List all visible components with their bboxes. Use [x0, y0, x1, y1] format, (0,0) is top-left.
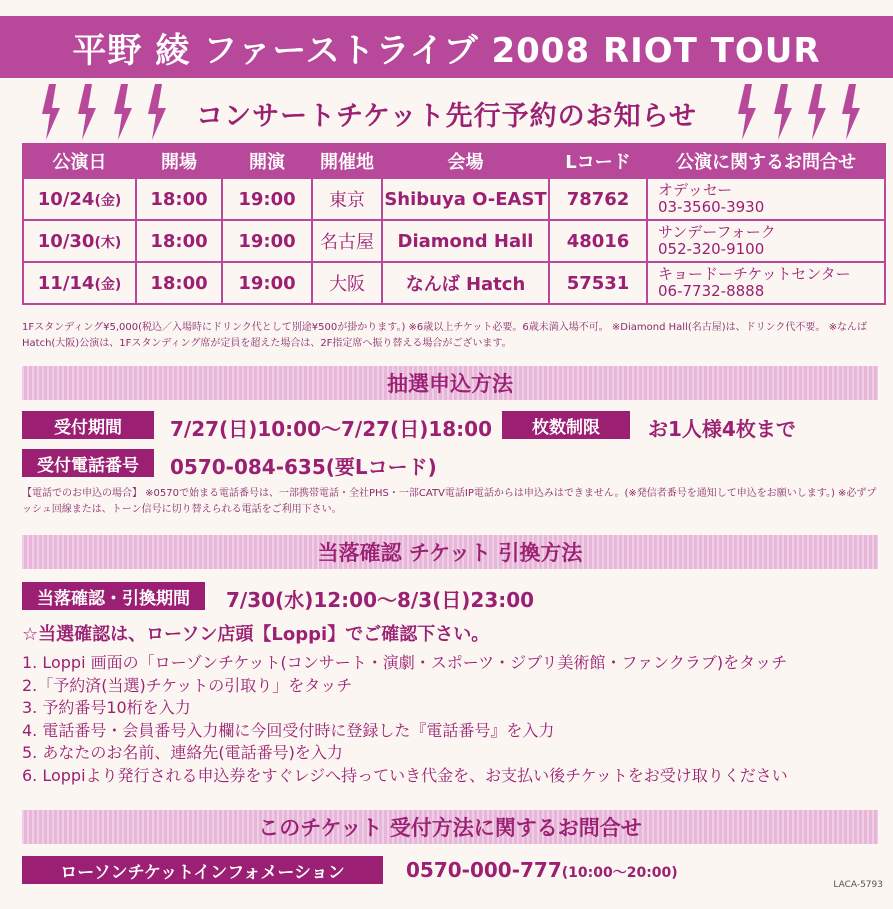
date-value: 10/24	[37, 188, 95, 210]
list-item: 3. 予約番号10桁を入力	[22, 698, 191, 717]
period-label: 受付期間	[22, 411, 154, 439]
show-date	[23, 220, 136, 262]
header-city: 開催地	[312, 144, 382, 178]
venue: Diamond Hall	[382, 220, 549, 262]
city: 大阪	[312, 262, 382, 304]
table-header-row	[23, 144, 885, 178]
limit-value: お1人様4枚まで	[648, 417, 796, 441]
start-time: 19:00	[222, 262, 312, 304]
contact	[647, 262, 885, 304]
date-value: 10/30	[37, 230, 95, 252]
exchange-steps	[22, 652, 882, 787]
catalog-number: LACA-5793	[833, 880, 883, 890]
header-contact: 公演に関するお問合せ	[647, 144, 885, 178]
list-item: 6. Loppiより発行される申込券をすぐレジへ持っていき代金を、お支払い後チケットをお受け取りください	[22, 765, 788, 785]
period-value: 7/27(日)10:00～7/27(日)18:00	[170, 417, 492, 441]
table-row	[23, 220, 885, 262]
phone-label: 受付電話番号	[22, 449, 154, 477]
inquiry-phone	[406, 858, 678, 882]
lottery-heading: 抽選申込方法	[22, 366, 878, 400]
doors-time: 18:00	[136, 178, 222, 220]
exchange-lead: ☆当選確認は、ローソン店頭【Loppi】でご確認下さい。	[22, 624, 490, 645]
weekday: (金)	[94, 276, 122, 293]
city: 東京	[312, 178, 382, 220]
date-value: 11/14	[37, 272, 95, 294]
header-start: 開演	[222, 144, 312, 178]
inquiry-phone-number: 0570-000-777	[406, 858, 562, 882]
contact-phone: 06-7732-8888	[658, 282, 765, 300]
list-item: 5. あなたのお名前、連絡先(電話番号)を入力	[22, 743, 343, 762]
inquiry-label: ローソンチケットインフォメーション	[22, 856, 383, 884]
weekday: (木)	[94, 234, 122, 251]
contact-name: サンデーフォーク	[658, 223, 776, 241]
start-time: 19:00	[222, 178, 312, 220]
header-lcode: Lコード	[549, 144, 647, 178]
venue: なんば Hatch	[382, 262, 549, 304]
show-date	[23, 178, 136, 220]
contact-name: キョードーチケットセンター	[658, 265, 851, 283]
show-date	[23, 262, 136, 304]
table-row	[23, 262, 885, 304]
doors-time: 18:00	[136, 262, 222, 304]
header-date: 公演日	[23, 144, 136, 178]
ticket-price-note: 1Fスタンディング¥5,000(税込／入場時にドリンク代として別途¥500が掛かります。) ※6歳以上チケット必要。6歳未満入場不可。 ※Diamond Hall(名古屋)は、ドリンク代不要。 ※なんば Hatch(大阪)公演は、1Fスタンディング席が定員を超えた場合は、2F指定席へ振り替える場合がございます。	[22, 322, 867, 349]
l-code: 57531	[549, 262, 647, 304]
inquiry-hours: (10:00～20:00)	[561, 865, 678, 881]
contact-phone: 052-320-9100	[658, 240, 765, 258]
inquiry-heading: このチケット 受付方法に関するお問合せ	[22, 810, 878, 844]
start-time: 19:00	[222, 220, 312, 262]
table-row	[23, 178, 885, 220]
exchange-period-label: 当落確認・引換期間	[22, 582, 205, 610]
list-item: 1. Loppi 画面の「ローゾンチケット(コンサート・演劇・スポーツ・ジブリ美術館・ファンクラブ)をタッチ	[22, 653, 788, 672]
l-code: 78762	[549, 178, 647, 220]
header-doors: 開場	[136, 144, 222, 178]
doors-time: 18:00	[136, 220, 222, 262]
venue: Shibuya O-EAST	[382, 178, 549, 220]
schedule-table	[22, 143, 886, 305]
phone-value: 0570-084-635(要Lコード)	[170, 455, 437, 479]
contact	[647, 220, 885, 262]
header-venue: 会場	[382, 144, 549, 178]
weekday: (金)	[94, 192, 122, 209]
phone-note: 【電話でのお申込の場合】 ※0570で始まる電話番号は、一部携帯電話・全社PHS・一部CATV電話IP電話からは申込みはできません。(※発信者番号を通知して申込をお願いします。) ※必ずプッシュ回線または、トーン信号に切り替えられる電話をご利用下さい。	[22, 488, 877, 515]
limit-label: 枚数制限	[502, 411, 630, 439]
city: 名古屋	[312, 220, 382, 262]
list-item: 4. 電話番号・会員番号入力欄に今回受付時に登録した『電話番号』を入力	[22, 720, 555, 740]
list-item: 2.「予約済(当選)チケットの引取り」をタッチ	[22, 675, 353, 695]
l-code: 48016	[549, 220, 647, 262]
announcement-subtitle: コンサートチケット先行予約のお知らせ	[196, 101, 697, 132]
contact-phone: 03-3560-3930	[658, 198, 765, 216]
contact-name: オデッセー	[658, 181, 733, 199]
page-title: 平野 綾 ファーストライブ 2008 RIOT TOUR	[0, 16, 893, 78]
exchange-heading: 当落確認 チケット 引換方法	[22, 535, 878, 569]
contact	[647, 178, 885, 220]
exchange-period-value: 7/30(水)12:00～8/3(日)23:00	[226, 588, 535, 612]
